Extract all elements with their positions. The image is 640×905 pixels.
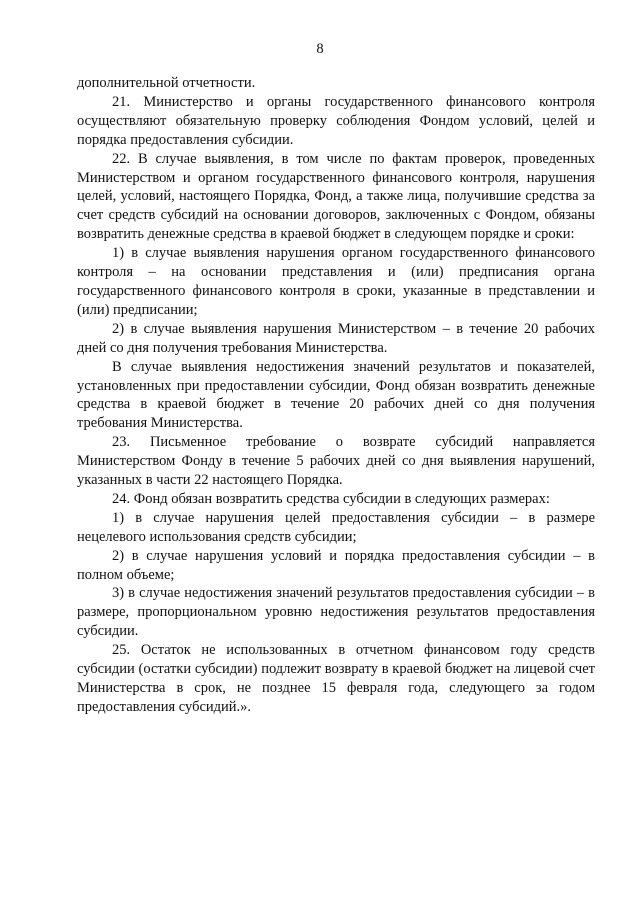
paragraph-clause-25: 25. Остаток не использованных в отчетном финансовом году средств субсидии (остатки субсидии) подлежит возврату в краевой бюджет на лицевой счет Министерства в срок, не позднее 15 февраля года, следующего за годом предоставления субсидий.». <box>77 642 595 715</box>
paragraph-clause-21: 21. Министерство и органы государственного финансового контроля осуществляют обязательную проверку соблюдения Фондом условий, целей и порядка предоставления субсидии. <box>77 93 595 148</box>
page-number: 8 <box>316 41 324 57</box>
paragraph-clause-22-item-1: 1) в случае выявления нарушения органом государственного финансового контроля – на основании представления и (или) предписания органа государственного финансового контроля в сроки, указанные в представлении и (или) предписании; <box>77 245 595 318</box>
paragraph-continuation: дополнительной отчетности. <box>77 75 256 91</box>
paragraph-clause-24-item-3: 3) в случае недостижения значений результатов предоставления субсидии – в размере, пропорциональном уровню недостижения результатов предоставления субсидии. <box>77 585 595 640</box>
paragraph-clause-23: 23. Письменное требование о возврате субсидий направляется Министерством Фонду в течение 5 рабочих дней со дня выявления нарушений, указанных в части 22 настоящего Порядка. <box>77 434 595 489</box>
paragraph-clause-22-item-2: 2) в случае выявления нарушения Министерством – в течение 20 рабочих дней со дня получения требования Министерства. <box>77 320 595 356</box>
paragraph-clause-22: 22. В случае выявления, в том числе по фактам проверок, проведенных Министерством и органом государственного финансового контроля, нарушения целей, условий, настоящего Порядка, Фонд, а также лица, получившие средства за счет средств субсидий на основании договоров, заключенных с Фондом, обязаны возвратить денежные средства в краевой бюджет в следующем порядке и сроки: <box>77 150 595 243</box>
paragraph-clause-24: 24. Фонд обязан возвратить средства субсидии в следующих размерах: <box>112 490 550 507</box>
paragraph-clause-22-results: В случае выявления недостижения значений результатов и показателей, установленных при предоставлении субсидии, Фонд обязан возвратить денежные средства в краевой бюджет в течение 20 рабочих дней со дня получения требования Министерства. <box>77 358 595 432</box>
paragraph-clause-24-item-1: 1) в случае нарушения целей предоставления субсидии – в размере нецелевого использования средств субсидии; <box>77 509 595 545</box>
paragraph-clause-24-item-2: 2) в случае нарушения условий и порядка предоставления субсидии – в полном объеме; <box>77 547 595 583</box>
document-body <box>77 74 595 717</box>
